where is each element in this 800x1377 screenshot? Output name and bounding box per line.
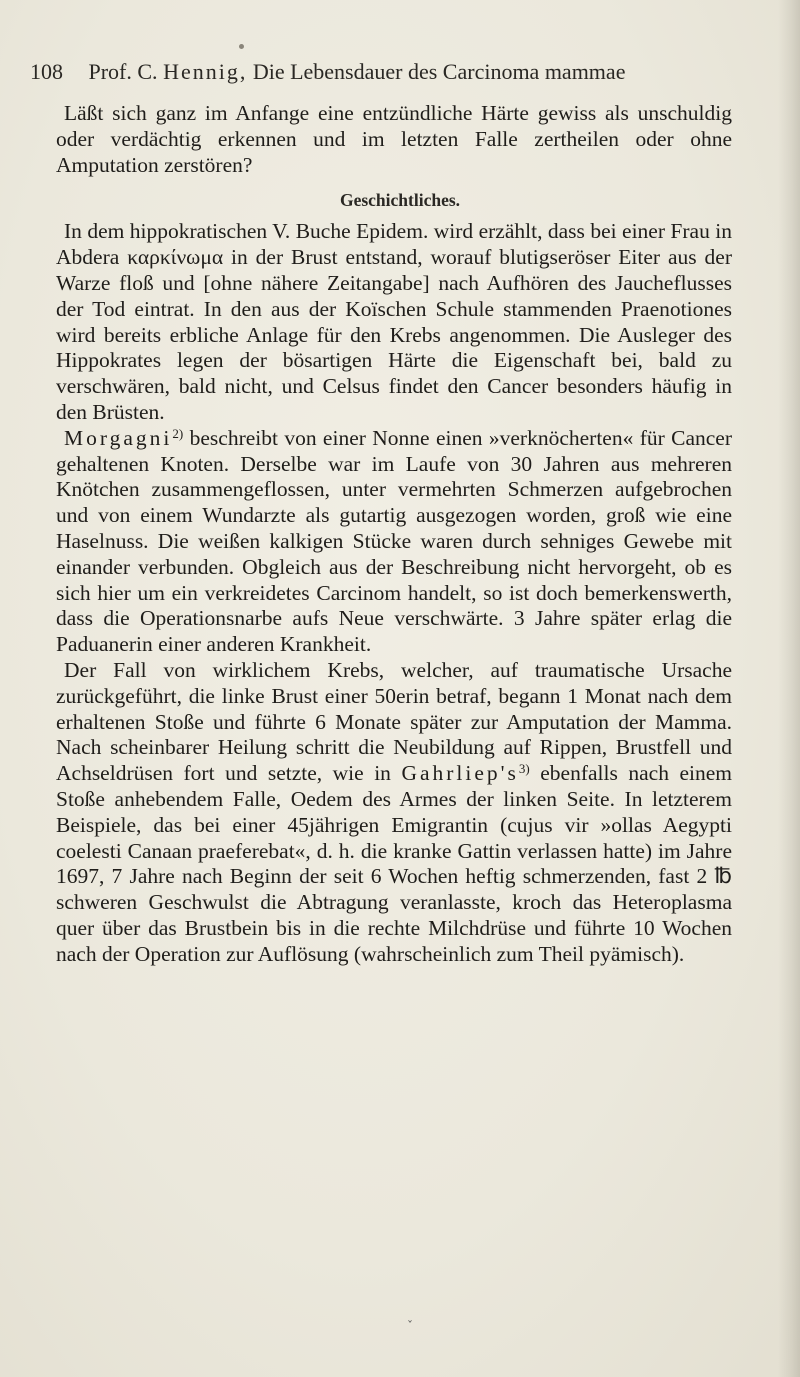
author-prefix: Prof. C. xyxy=(88,59,158,84)
paragraph-gahrliep xyxy=(56,658,732,968)
paragraph-morgagni-text: beschreibt von einer Nonne einen »verknöcherten« für Cancer gehaltenen Knoten. Derselbe war im Laufe von 30 Jahren aus mehreren Knötchen zusammengeflossen, unter vermehrten Schmerzen aufgebrochen und von einem Wundarzte als gutartig ausgezogen worden, groß wie eine Haselnuss. Die weißen kalkigen Stücke waren durch sehniges Gewebe mit einander verbunden. Obgleich aus der Beschreibung nicht hervorgeht, ob es sich hier um ein verkreidetes Carcinom handelt, so ist doch bemerkenswerth, dass die Operationsnarbe aufs Neue verschwärte. 3 Jahre später erlag die Paduanerin einer anderen Krankheit. xyxy=(56,425,732,657)
footnote-ref-3: 3) xyxy=(518,761,530,777)
author-gahrliep: Gahrliep's xyxy=(401,761,519,786)
body-text xyxy=(56,101,732,968)
paragraph-question: Läßt sich ganz im Anfange eine entzündliche Härte gewiss als unschuldig oder verdächtig erkennen und im letzten Falle zertheilen oder ohne Amputation zerstören? xyxy=(56,101,732,177)
print-speck xyxy=(239,44,244,49)
paragraph-gahrliep-text-after: ebenfalls nach einem Stoße anhebendem Falle, Oedem des Armes der linken Seite. In letzterem Beispiele, das bei einer 45jährigen Emigrantin (cujus vir »ollas Aegypti coelesti Canaan praeferebat«, d. h. die kranke Gattin verlassen hatte) im Jahre 1697, 7 Jahre nach Beginn der seit 6 Wochen heftig schmerzenden, fast 2 ℔ schweren Geschwulst die Abtragung veranlasste, kroch das Heteroplasma quer über das Brustbein bis in die rechte Milchdrüse und führte 10 Wochen nach der Operation zur Auflösung (wahrscheinlich zum Theil pyämisch). xyxy=(56,761,732,966)
paragraph-gahrliep-text-before: Der Fall von wirklichem Krebs, welcher, auf traumatische Ursache zurückgeführt, die linke Brust einer 50erin betraf, begann 1 Monat nach dem erhaltenen Stoße und führte 6 Monate später zur Amputation der Mamma. Nach scheinbarer Heilung schritt die Neubildung auf Rippen, Brustfell und Achseldrüsen fort und setzte, wie in xyxy=(56,657,732,786)
running-head xyxy=(30,58,750,86)
page-edge-shadow xyxy=(778,0,800,1377)
section-heading: Geschichtliches. xyxy=(339,190,461,211)
author-name: Hennig, xyxy=(163,59,248,84)
paragraph-hippocrates: In dem hippokratischen V. Buche Epidem. wird erzählt, dass bei einer Frau in Abdera καρκίνωμα in der Brust entstand, worauf blutigseröser Eiter aus der Warze floß und [ohne nähere Zeitangabe] nach Aufhören des Jaucheflusses der Tod eintrat. In den aus der Koïschen Schule stammenden Praenotiones wird bereits erbliche Anlage für den Krebs angenommen. Die Ausleger des Hippokrates legen der bösartigen Härte die Eigenschaft bei, bald zu verschwären, bald nicht, und Celsus findet den Cancer besonders häufig in den Brüsten. xyxy=(56,219,732,424)
page-number: 108 xyxy=(30,59,63,84)
author-morgagni: Morgagni xyxy=(64,425,173,450)
footnote-ref-2: 2) xyxy=(172,425,184,441)
stray-mark: ˇ xyxy=(407,1319,413,1333)
running-title: Die Lebensdauer des Carcinoma mammae xyxy=(252,59,626,84)
paragraph-morgagni xyxy=(56,426,732,658)
